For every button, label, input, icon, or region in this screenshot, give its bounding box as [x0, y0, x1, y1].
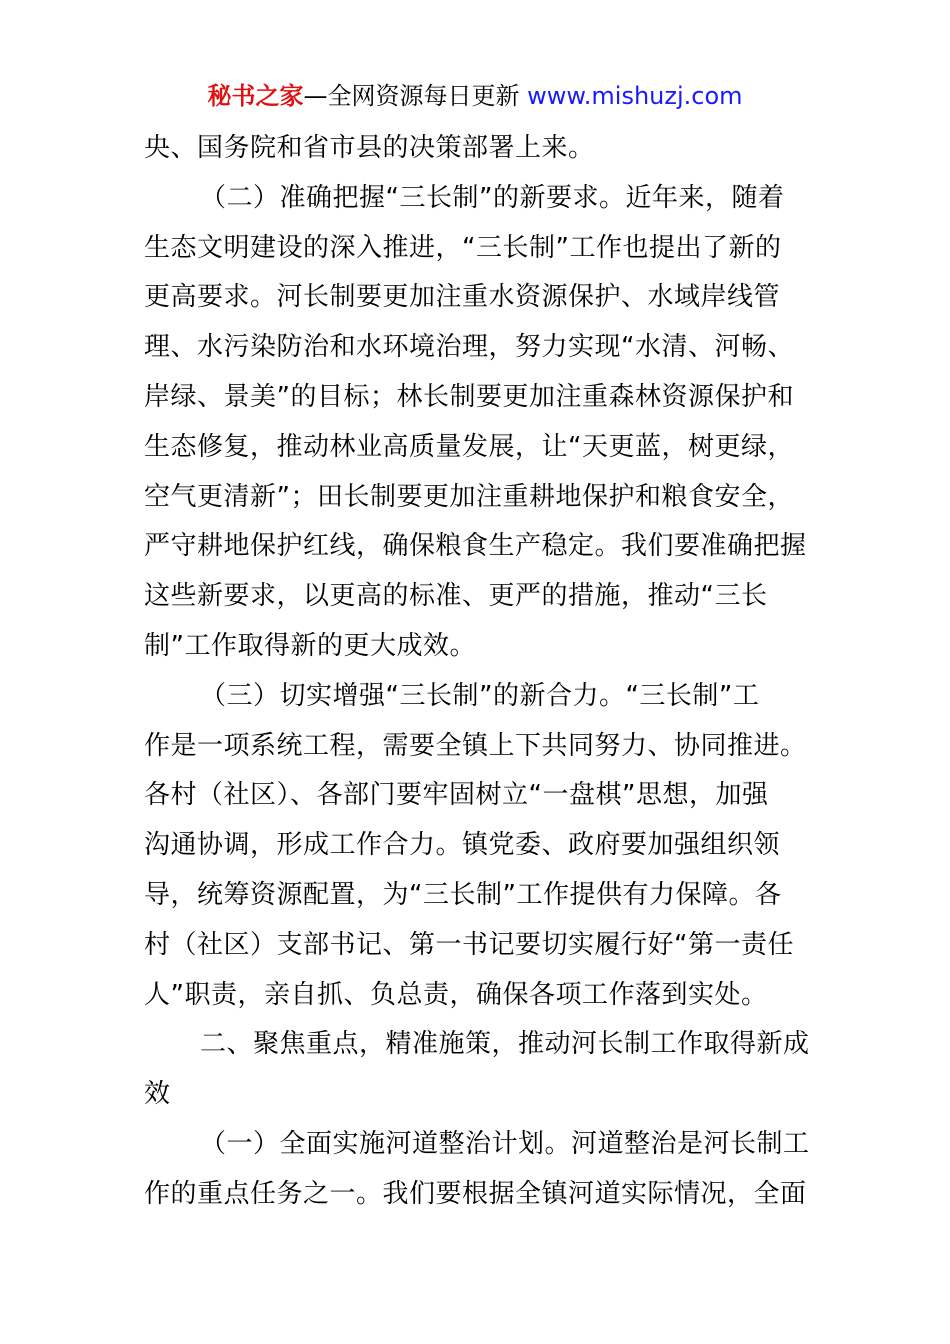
text-line: 这些新要求，以更高的标准、更严的措施，推动“三长: [144, 581, 768, 612]
document-body: [144, 124, 808, 1220]
text-line: 沟通协调，形成工作合力。镇党委、政府要加强组织领: [144, 830, 781, 861]
text-line: 生态修复，推动林业高质量发展，让“天更蓝，树更绿，: [144, 431, 794, 462]
text-line: 作的重点任务之一。我们要根据全镇河道实际情况，全面: [144, 1178, 807, 1209]
header-tagline: —全网资源每日更新: [303, 82, 528, 110]
paragraph-heading-2: （二）准确把握“三长制”的新要求。近年来，随着: [200, 182, 785, 213]
paragraph-heading-3: （三）切实增强“三长制”的新合力。“三长制”工: [200, 680, 760, 711]
text-line: 理、水污染防治和水环境治理，努力实现“水清、河畅、: [144, 332, 794, 363]
text-line: 严守耕地保护红线，确保粮食生产稳定。我们要准确把握: [144, 531, 807, 562]
brand-name: 秘书之家: [207, 82, 304, 110]
paragraph-heading-1: （一）全面实施河道整治计划。河道整治是河长制工: [200, 1128, 810, 1159]
text-line: 央、国务院和省市县的决策部署上来。: [144, 133, 595, 163]
text-line: 作是一项系统工程，需要全镇上下共同努力、协同推进。: [144, 730, 807, 761]
text-line: 各村（社区）、各部门要牢固树立“一盘棋”思想，加强: [144, 780, 769, 811]
text-line: 空气更清新”；田长制要更加注重耕地保护和粮食安全，: [144, 481, 794, 512]
section-heading-2: 二、聚焦重点，精准施策，推动河长制工作取得新成: [200, 1029, 810, 1060]
text-line: 岸绿、景美”的目标；林长制要更加注重森林资源保护和: [144, 381, 794, 412]
text-line: 制”工作取得新的更大成效。: [144, 630, 476, 661]
text-line: 效: [144, 1079, 171, 1110]
site-url-link[interactable]: www.mishuzj.com: [527, 82, 743, 110]
page-header: [0, 78, 950, 114]
text-line: 导，统筹资源配置，为“三长制”工作提供有力保障。各: [144, 879, 782, 910]
text-line: 人”职责，亲自抓、负总责，确保各项工作落到实处。: [144, 979, 768, 1010]
text-line: 村（社区）支部书记、第一书记要切实履行好“第一责任: [144, 929, 794, 960]
text-line: 更高要求。河长制要更加注重水资源保护、水域岸线管: [144, 282, 781, 313]
text-line: 生态文明建设的深入推进，“三长制”工作也提出了新的: [144, 232, 782, 263]
